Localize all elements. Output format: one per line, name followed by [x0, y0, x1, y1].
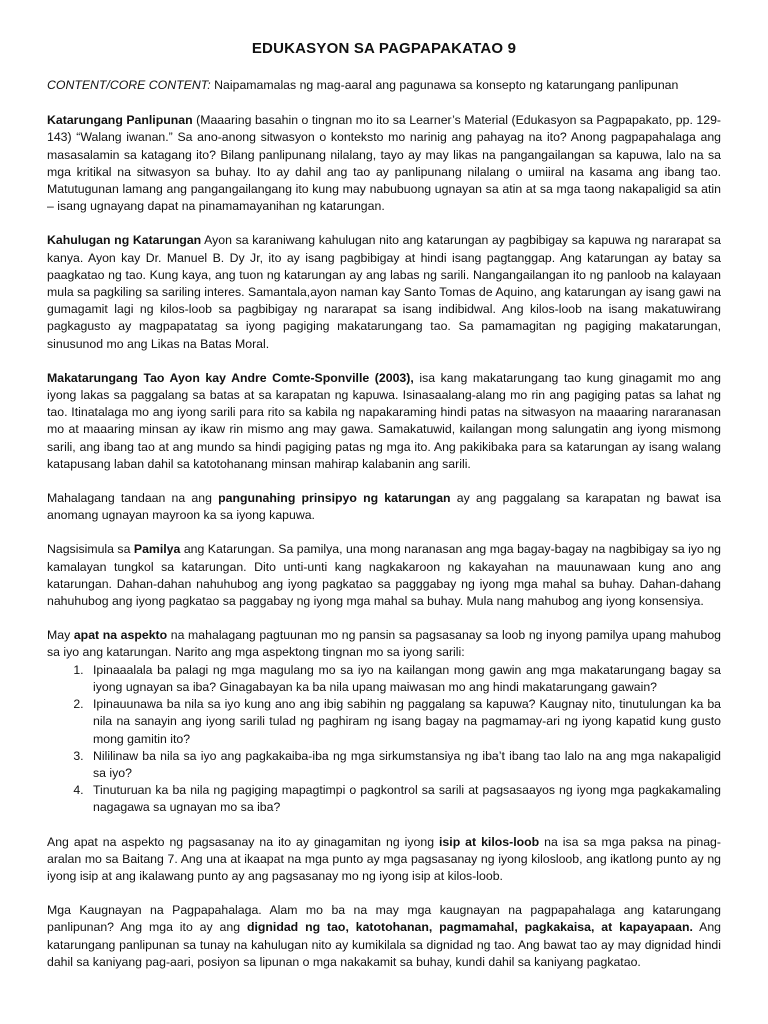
paragraph-text: Mahalagang tandaan na ang	[47, 491, 219, 506]
list-item: 3. Nililinaw ba nila sa iyo ang pagkakaiba-iba ng mga sirkumstansiya ng iba’t ibang tao lalo na ang mga nakapaligid sa iyo?	[87, 748, 721, 782]
emphasis: isip at kilos-loob	[439, 834, 540, 849]
paragraph-text: Nagsisimula sa	[47, 542, 134, 557]
emphasis: pangunahing prinsipyo ng katarungan	[218, 491, 451, 506]
paragraph-pamilya	[47, 541, 721, 610]
paragraph-text: ay ang paggalang sa karapatan ng bawat isa anomang ugnayan mayroon ka sa iyong kapuwa.	[47, 491, 722, 523]
page-title: EDUKASYON SA PAGPAPAKATAO 9	[251, 40, 517, 57]
paragraph-text: Ang katarungang panlipunan sa tunay na kahulugan nito ay kumikilala sa dignidad ng tao. Ang bawat tao ay may dignidad hindi dahil sa kaniyang pag-aari, posiyon sa lipunan o mga nakakamit sa buhay, kundi dahil sa kaniyang pagkatao.	[47, 920, 721, 969]
paragraph-text: ang Katarungan. Sa pamilya, una mong naranasan ang mga bagay-bagay na nagbibigay sa iyo ng kamalayan tungkol sa katarungan. Dito unti-unti kang nagkakaroon ng kakayahan na mauunawaan kung ano ang katarungan. Dahan-dahan nahuhubog ang iyong pagkatao sa pagggabay ng iyong mga mahal sa buhay. Dahan-dahang nahuhubog ang iyong pagkatao sa paggabay ng iyong mga mahal sa buhay. Mula nang mahubog ang iyong konsensiya.	[47, 542, 721, 609]
paragraph-text: na mahalagang pagtuunan mo ng pansin sa pagsasanay sa loob ng inyong pamilya upang mahubog sa iyo ang katarungan. Narito ang mga aspektong tingnan mo sa iyong sarili:	[47, 628, 721, 660]
paragraph-prinsipyo	[47, 490, 721, 524]
paragraph-text: Ayon sa karaniwang kahulugan nito ang katarungan ay pagbibigay sa kapuwa ng nararapat sa kanya. Ayon kay Dr. Manuel B. Dy Jr, ito ay isang pagbibigay at hindi isang pagtanggap. Ang katarungan ay batay sa paagkatao ng tao. Kung kaya, ang tuon ng katarungan ay ang labas ng sarili. Nangangailangan ito ng panloob na kalayaan mula sa pagkiling sa sariling interes. Samantala,ayon naman kay Santo Tomas de Aquino, ang katarungan ay isang gawi na gumagamit lagi ng kilos-loob sa pagbibigay ng nararapat sa isang indibidwal. Ang kilos-loob na isang makatuwirang pagkagusto ay magpapatatag sa iyong pagiging makatarungang tao. Sa pamamagitan ng pagiging makatarungan, sinusunod mo ang Likas na Batas Moral.	[47, 233, 721, 351]
emphasis: Pamilya	[133, 542, 181, 557]
paragraph-text: Ang apat na aspekto ng pagsasanay na ito ay ginagamitan ng iyong	[47, 834, 440, 849]
paragraph-makatarungang-tao	[47, 370, 721, 473]
aspects-list	[47, 662, 721, 817]
paragraph-heading: Katarungang Panlipunan	[47, 113, 193, 128]
paragraph-isip-kilos-loob	[47, 834, 721, 886]
paragraph-katarungang-panlipunan	[47, 112, 721, 215]
emphasis: dignidad ng tao, katotohanan, pagmamahal, pagkakaisa, at kapayapaan.	[246, 920, 693, 935]
paragraph-apat-na-aspekto	[47, 627, 721, 661]
list-item: 1. Ipinaaalala ba palagi ng mga magulang mo sa iyo na kailangan mong gawin ang mga makatarungang bagay sa iyong ugnayan sa iba? Ginagabayan ka ba nila upang maiwasan mo ang hindi makatarungang gawain?	[87, 662, 721, 696]
paragraph-heading: Makatarungang Tao Ayon kay Andre Comte-Sponville (2003),	[47, 370, 414, 385]
content-text: Naipamamalas ng mag-aaral ang pagunawa sa konsepto ng katarungang panlipunan	[210, 78, 679, 92]
paragraph-text: Mga Kaugnayan na Pagpapahalaga. Alam mo ba na may mga kaugnayan na pagpapahalaga ang katarungang panlipunan? Ang mga ito ay ang	[47, 903, 721, 935]
paragraph-text: May	[47, 628, 74, 643]
content-standard	[47, 77, 721, 94]
content-label: CONTENT/CORE CONTENT:	[47, 78, 211, 92]
paragraph-heading: Kahulugan ng Katarungan	[47, 233, 202, 248]
emphasis: apat na aspekto	[73, 628, 168, 643]
paragraph-kahulugan	[47, 232, 721, 352]
paragraph-text: (Maaaring basahin o tingnan mo ito sa Learner’s Material (Edukasyon sa Pagpapakato, pp. 129-143) “Walang iwanan.” Sa ano-anong sitwasyon o konteksto mo narinig ang pahayag na ito? Anong pagpapahalaga ang masasalamin sa katagang ito? Bilang panlipunang nilalang, tayo ay may likas na pangangailangan sa kapuwa, lalo na sa mga kritikal na sitwasyon sa buhay. Ito ay dahil ang tao ay panlipunang nilalang o umiiral na kasama ang ibang tao. Matutugunan lamang ang pangangailangang ito kung may nabubuong ugnayan sa atin at sa mga taong nakapaligid sa atin – isang ugnayang dapat na pinamamayanihan ng katarungan.	[47, 113, 721, 214]
list-item: 2. Ipinauunawa ba nila sa iyo kung ano ang ibig sabihin ng paggalang sa kapuwa? Kaugnay nito, tinutulungan ka ba nila na sanayin ang iyong sarili tulad ng paghiram ng isang bagay na pagmamay-ari ng iyong kapatid kung gusto mong gamitin ito?	[87, 696, 721, 748]
paragraph-text: na isa sa mga paksa na pinag-aralan mo sa Baitang 7. Ang una at ikaapat na mga punto ay mga pagsasanay ng iyong kilosloob, ang ikatlong punto ay ng iyong isip at ang ikalawang punto ay ang pagsasanay mo ng iyong isip at kilos-loob.	[47, 834, 721, 883]
list-item: 4. Tinuturuan ka ba nila ng pagiging mapagtimpi o pagkontrol sa sarili at pagsasaayos ng iyong mga pagkakamaling nagagawa sa ugnayan mo sa iba?	[87, 782, 721, 816]
paragraph-kaugnayan	[47, 902, 721, 971]
paragraph-text: isa kang makatarungang tao kung ginagamit mo ang iyong lakas sa paggalang sa batas at sa karapatan ng kapuwa. Isinasaalang-alang mo rin ang pagiging patas sa lahat ng tao. Itinatalaga mo ang iyong sarili para rito sa kabila ng napakaraming hindi patas na sitwasyon na maaaring nararanasan mo at maaaring minsan ay ikaw rin mismo ang may gawa. Samakatuwid, kailangan mong salungatin ang iyong mismong sarili, ang ibang tao at ang mundo sa hindi pagiging patas ng mga ito. Ang pakikibaka para sa katarungan ay isang walang katapusang laban dahil sa katotohanang minsan mahirap kalabanin ang sarili.	[47, 370, 721, 471]
